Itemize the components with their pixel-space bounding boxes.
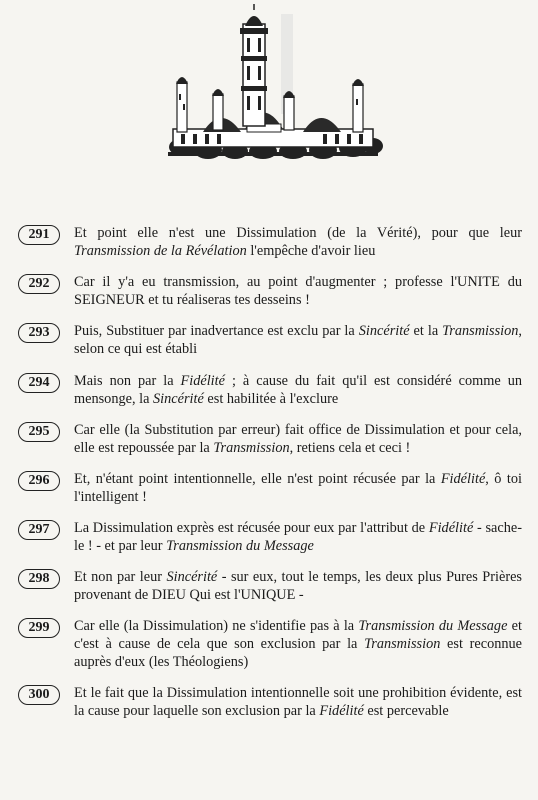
verse-segment: l'empêche d'avoir lieu xyxy=(246,243,376,259)
verse-segment: est habilitée à l'exclure xyxy=(203,391,339,407)
verse-segment: Car elle (la Dissimulation) ne s'identifie pas à la xyxy=(74,618,359,634)
verse-number-badge: 293 xyxy=(18,323,60,343)
verse-segment: Et le fait que la Dissimulation intentionnelle soit une prohibition évidente, est la cause pour laquelle son exclusion par la xyxy=(74,685,522,719)
verse-emphasis: Transmission du Message xyxy=(358,618,508,634)
verse-number-badge: 300 xyxy=(18,685,60,705)
verse-number-badge: 291 xyxy=(18,225,60,245)
verse-emphasis: Fidélité xyxy=(319,703,364,719)
verse-segment: est percevable xyxy=(363,703,449,719)
verse-segment: , selon ce qui est établi xyxy=(74,323,522,357)
verse-segment: - sur eux, tout le temps, les deux plus Pures Prières provenant de DIEU Qui est l'UNIQUE - xyxy=(74,569,522,603)
verse-segment: Car elle (la Substitution par erreur) fait office de Dissimulation et pour cela, elle est repoussée par la xyxy=(74,422,522,456)
verse-number-badge: 292 xyxy=(18,274,60,294)
verse-emphasis: Transmission xyxy=(442,323,519,339)
verse-segment: Et point elle n'est une Dissimulation (de la Vérité), pour que leur xyxy=(74,225,522,241)
verse-segment: Et, n'étant point intentionnelle, elle n'est point récusée par la xyxy=(74,471,441,487)
verse-segment: Et non par leur xyxy=(74,569,167,585)
verse-emphasis: Sincérité xyxy=(358,323,410,339)
verse-segment: et c'est à cause de cela que son exclusion par la xyxy=(74,618,522,652)
verse-segment: , ô toi l'intelligent ! xyxy=(74,471,522,505)
verse-segment: La Dissimulation exprès est récusée pour eux par l'attribut de xyxy=(74,520,429,536)
verse-segment: Car il y'a eu transmission, au point d'augmenter ; professe l'UNITE du SEIGNEUR et tu réaliseras tes desseins ! xyxy=(74,274,522,308)
verse-emphasis: Fidélité xyxy=(428,520,474,536)
verse-text xyxy=(74,568,522,604)
verse-text xyxy=(74,470,522,506)
verse-text xyxy=(74,372,522,408)
verse-emphasis: Fidélité xyxy=(440,471,486,487)
verse-text xyxy=(74,519,522,555)
verse-segment: ; à cause du fait qu'il est considéré comme un mensonge, la xyxy=(74,373,522,407)
verse-emphasis: Transmission de la Révélation xyxy=(74,243,247,259)
verse-text xyxy=(74,617,522,671)
verse-emphasis: Transmission du Message xyxy=(166,538,314,554)
verse-number-badge: 294 xyxy=(18,373,60,393)
verse-text xyxy=(74,421,522,457)
verse-segment: et la xyxy=(409,323,443,339)
verse-number-badge: 299 xyxy=(18,618,60,638)
verse-segment: est reconnue auprès d'eux (les Théologiens) xyxy=(74,636,523,670)
verse-segment: , retiens cela et ceci ! xyxy=(289,440,411,456)
verse-segment: - sache-le ! - et par leur xyxy=(74,520,522,554)
verse-emphasis: Sincérité xyxy=(166,569,218,585)
verse-emphasis: Transmission xyxy=(364,636,441,652)
verse-segment: Puis, Substituer par inadvertance est exclu par la xyxy=(74,323,359,339)
verse-number-badge: 296 xyxy=(18,471,60,491)
verse-text xyxy=(74,273,522,309)
verse-number-badge: 298 xyxy=(18,569,60,589)
verse-text xyxy=(74,322,522,358)
verse-text xyxy=(74,684,522,720)
verse-number-badge: 295 xyxy=(18,422,60,442)
verse-text xyxy=(74,224,522,260)
verse-emphasis: Sincérité xyxy=(153,391,204,407)
verse-segment: Mais non par la xyxy=(74,373,181,389)
verse-number-badge: 297 xyxy=(18,520,60,540)
verse-emphasis: Transmission xyxy=(213,440,290,456)
verse-emphasis: Fidélité xyxy=(180,373,225,389)
